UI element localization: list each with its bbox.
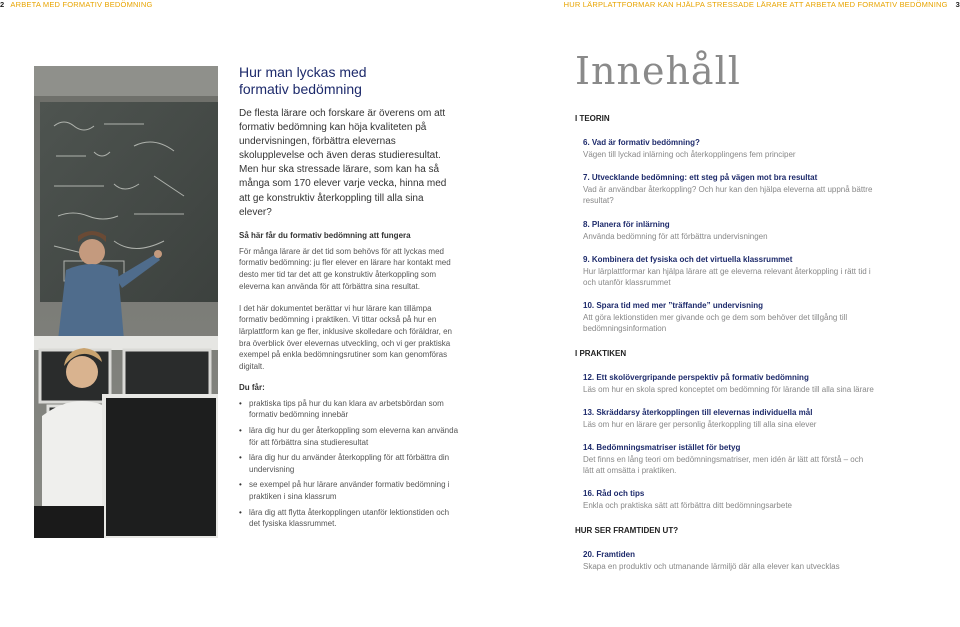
toc-entry-title: 12. Ett skolövergripande perspektiv på formativ bedömning: [583, 372, 809, 382]
benefits-list: [239, 398, 459, 530]
toc-entry-title: 13. Skräddarsy återkopplingen till elevernas individuella mål: [583, 407, 813, 417]
toc-entry[interactable]: [575, 488, 875, 511]
toc-entry-description: Läs om hur en lärare ger personlig återkoppling till alla sina elever: [583, 419, 817, 429]
classroom-photo: [34, 66, 218, 538]
list-item: • lära dig hur du använder återkoppling för att förbättra din undervisning: [239, 452, 459, 475]
toc-entry-title: 9. Kombinera det fysiska och det virtuella klassrummet: [583, 254, 793, 264]
toc-section-label: I PRAKTIKEN: [575, 348, 627, 358]
list-item: • praktiska tips på hur du kan klara av arbetsbördan som formativ bedömning innebär: [239, 398, 459, 421]
toc-entry-title: 6. Vad är formativ bedömning?: [583, 138, 700, 147]
running-head-left: [0, 0, 153, 10]
page-number-left: 2: [0, 0, 5, 9]
toc-entry-description: Det finns en lång teori om bedömningsmatriser, men idén är lätt att förstå – och lätt att omsätta i praktiken.: [583, 455, 864, 476]
running-head-right-text: HUR LÄRPLATTFORMAR KAN HJÄLPA STRESSADE LÄRARE ATT ARBETA MED FORMATIV BEDÖMNING: [563, 0, 948, 9]
toc-entry-title: 20. Framtiden: [583, 549, 636, 559]
du-far-label: Du får:: [239, 382, 265, 392]
subheading: Så här får du formativ bedömning att fungera: [239, 230, 411, 240]
toc-entry[interactable]: [575, 172, 875, 206]
toc-entry-description: Skapa en produktiv och utmanande lärmiljö där alla elever kan utvecklas: [583, 561, 840, 571]
toc-entry-description: Vägen till lyckad inlärning och återkopplingens fem principer: [583, 150, 796, 159]
toc-entry-title: 10. Spara tid med mer ”träffande” undervisning: [583, 301, 764, 311]
body-paragraph-2: I det här dokumentet berättar vi hur lärare kan tillämpa formativ bedömning i praktiken. Vi tittar också på hur en lärplattform kan ge fler, inklusive skolledare och föräldrar, en bra överblick över elevernas utveckling, och vi ger praktiska exempel på enkla bedömningsrutiner som kan genomföras digitalt.: [239, 303, 452, 372]
toc-entry[interactable]: [575, 254, 875, 288]
toc-title: Innehåll: [575, 49, 741, 93]
toc-section-label: HUR SER FRAMTIDEN UT?: [575, 525, 679, 535]
toc-entry[interactable]: [575, 219, 875, 242]
body-paragraph-1: För många lärare är det tid som behövs för att lyckas med formativ bedömning: ju fler elever en lärare har kontakt med desto mer tid tar det att ge konstruktiv återkoppling som eleverna kan använda för att förbättra sina resultat.: [239, 246, 451, 291]
table-of-contents: [575, 114, 875, 584]
running-head-left-text: ARBETA MED FORMATIV BEDÖMNING: [10, 0, 153, 9]
toc-entry-title: 14. Bedömningsmatriser istället för betyg: [583, 443, 741, 453]
list-item: • se exempel på hur lärare använder formativ bedömning i praktiken i sina klassrum: [239, 479, 459, 502]
page-number-right: 3: [955, 0, 960, 9]
toc-entry-description: Enkla och praktiska sätt att förbättra ditt bedömningsarbete: [583, 501, 793, 511]
intro-column: [239, 64, 459, 534]
toc-entry-title: 7. Utvecklande bedömning: ett steg på vägen mot bra resultat: [583, 173, 818, 183]
toc-entry-description: Hur lärplattformar kan hjälpa lärare att ge eleverna relevant återkoppling i rätt tid i och utanför klassrummet: [583, 266, 871, 288]
toc-entry[interactable]: [575, 137, 875, 160]
toc-entry-description: Läs om hur en skola spred konceptet om bedömning för lärande till alla sina lärare: [583, 384, 874, 394]
toc-entry[interactable]: [575, 407, 875, 430]
toc-entry-description: Använda bedömning för att förbättra undervisningen: [583, 231, 768, 241]
page-title: Hur man lyckas med formativ bedömning: [239, 64, 367, 97]
toc-entry-title: 8. Planera för inlärning: [583, 219, 670, 229]
lead-paragraph: De flesta lärare och forskare är överens om att formativ bedömning kan höja kvaliteten på undervisningen, förbättra elevernas skolupplevelse och även deras studieresultat. Men hur ska stressade lärare, som kan ha så många som 170 elever varje vecka, hinna med att ge konstruktiv återkoppling till alla sina elever?: [239, 108, 447, 218]
toc-section-label: I TEORIN: [575, 114, 610, 123]
toc-entry-description: Att göra lektionstiden mer givande och ge dem som behöver det tillgång till bedömningsinformation: [583, 313, 848, 334]
list-item: • lära dig hur du ger återkoppling som eleverna kan använda för att förbättra sina studieresultat: [239, 425, 459, 448]
list-item: • lära dig att flytta återkopplingen utanför lektionstiden och det fysiska klassrummet.: [239, 507, 459, 530]
toc-entry[interactable]: [575, 372, 875, 395]
running-head-right: [564, 0, 960, 10]
toc-entry-title: 16. Råd och tips: [583, 489, 645, 499]
toc-entry[interactable]: [575, 300, 875, 334]
toc-entry-description: Vad är användbar återkoppling? Och hur kan den hjälpa eleverna att uppnå bättre resultat?: [583, 185, 873, 206]
toc-entry[interactable]: [575, 442, 875, 476]
toc-entry[interactable]: [575, 549, 875, 572]
